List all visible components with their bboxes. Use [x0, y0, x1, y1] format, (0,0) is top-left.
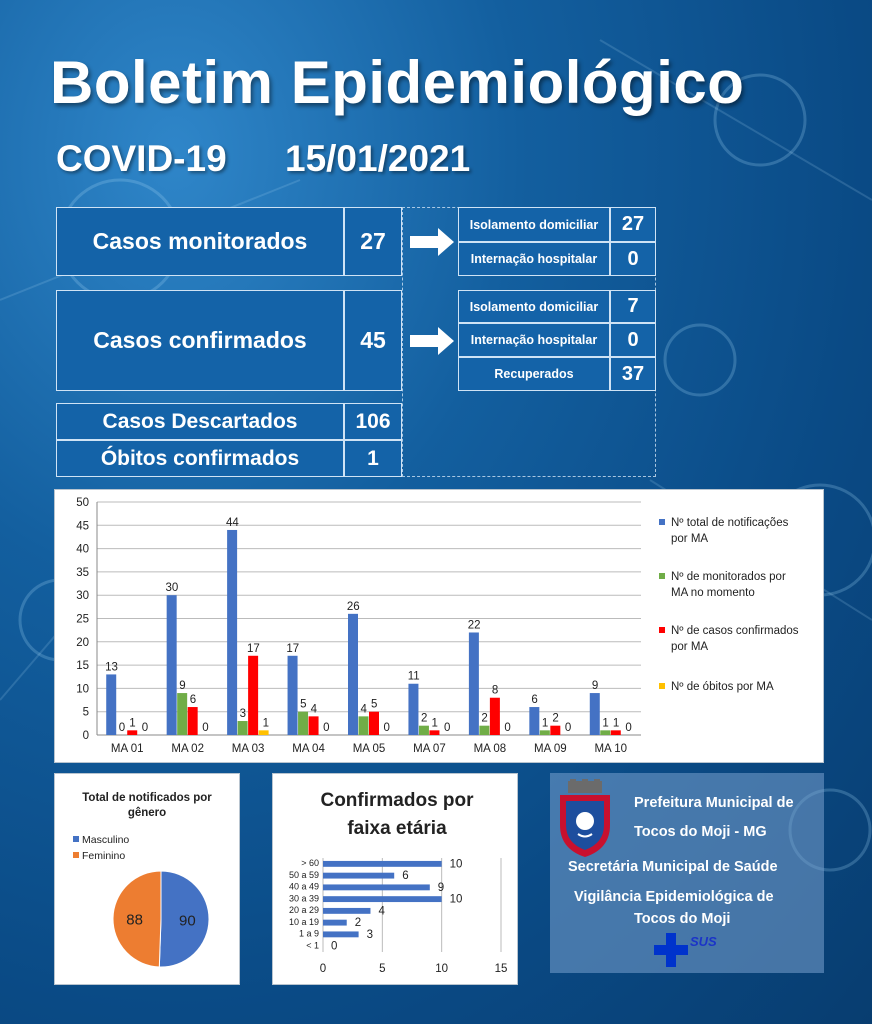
- footer-line-5: Tocos do Moji: [634, 911, 731, 927]
- pie-title: Total de notificados por: [82, 792, 212, 804]
- legend-swatch: [659, 683, 665, 689]
- descartados-label: Casos Descartados: [56, 403, 344, 440]
- confirmados-internacao-value: 0: [610, 323, 656, 357]
- footer-line-1: Prefeitura Municipal de: [634, 795, 794, 811]
- data-label: 0: [383, 722, 390, 734]
- bar: [227, 530, 237, 735]
- y-tick-label: 0: [82, 730, 89, 742]
- y-tick-label: 20: [76, 636, 89, 649]
- bar: [288, 656, 298, 735]
- data-label: 9: [591, 680, 599, 693]
- y-tick-label: 50 a 59: [288, 869, 319, 880]
- y-tick-label: 10 a 19: [288, 916, 319, 927]
- arrow-right-icon: [410, 327, 455, 355]
- legend-entry: Nº de monitorados por MA no momento: [671, 571, 786, 599]
- y-tick-label: 20 a 29: [288, 905, 319, 916]
- confirmados-internacao-label: Internação hospitalar: [458, 323, 610, 357]
- bar: [177, 693, 187, 735]
- bar: [323, 896, 442, 902]
- confirmados-isolamento-label: Isolamento domiciliar: [458, 290, 610, 323]
- bar: [106, 674, 116, 735]
- data-label: 10: [449, 858, 463, 871]
- data-label: 22: [467, 619, 481, 632]
- page-title: Boletim Epidemiológico: [50, 49, 745, 116]
- data-label: 5: [371, 698, 378, 711]
- bar: [323, 861, 442, 867]
- footer-line-2: Tocos do Moji - MG: [634, 824, 767, 840]
- legend-entry: Nº de casos confirmados por MA: [671, 625, 799, 653]
- data-label: 44: [225, 516, 239, 529]
- legend-entry: Nº de óbitos por MA: [671, 681, 774, 693]
- sus-label: SUS: [690, 934, 717, 949]
- x-tick-label: 15: [494, 963, 508, 975]
- bar: [408, 684, 418, 735]
- legend-entry: Masculino: [82, 834, 130, 846]
- data-label: 26: [346, 600, 360, 613]
- y-tick-label: 45: [76, 520, 89, 533]
- data-label: 9: [437, 881, 445, 894]
- data-label: 0: [331, 940, 338, 953]
- y-tick-label: < 1: [306, 940, 319, 951]
- data-label: 9: [179, 680, 186, 693]
- y-tick-label: 50: [76, 497, 89, 509]
- data-label: 1: [602, 717, 609, 730]
- bar: [323, 931, 359, 937]
- x-tick-label: MA 05: [352, 743, 386, 755]
- y-tick-label: 10: [76, 683, 89, 696]
- municipal-crest-icon: [554, 779, 616, 859]
- legend-swatch: [73, 836, 79, 842]
- x-tick-label: 0: [319, 963, 327, 975]
- y-tick-label: 25: [76, 613, 89, 626]
- bar: [429, 730, 439, 735]
- sus-cross-icon: [654, 933, 688, 967]
- data-label: 0: [323, 722, 330, 734]
- data-label: 10: [449, 893, 463, 906]
- bar: [550, 726, 560, 735]
- slice-label: 90: [179, 912, 196, 930]
- monitorados-label: Casos monitorados: [56, 207, 344, 276]
- data-label: 0: [141, 722, 149, 734]
- bar: [359, 716, 369, 735]
- bar: [323, 873, 394, 879]
- y-tick-label: 15: [76, 660, 89, 673]
- data-label: 0: [504, 722, 511, 734]
- bar: [323, 884, 430, 890]
- bar: [600, 730, 610, 735]
- monitorados-isolamento-label: Isolamento domiciliar: [458, 207, 610, 242]
- y-tick-label: > 60: [301, 858, 319, 869]
- bar: [479, 726, 489, 735]
- data-label: 0: [564, 722, 572, 734]
- bar: [490, 698, 500, 735]
- institution-box: [550, 773, 824, 973]
- footer-line-4: Vigilância Epidemiológica de: [574, 889, 774, 905]
- report-date: 15/01/2021: [285, 138, 471, 179]
- data-label: 2: [552, 712, 559, 725]
- bar: [529, 707, 539, 735]
- data-label: 0: [625, 722, 632, 734]
- obitos-value: 1: [344, 440, 402, 477]
- x-tick-label: MA 03: [231, 743, 265, 755]
- y-tick-label: 30 a 39: [288, 893, 319, 904]
- bar: [348, 614, 358, 735]
- confirmados-recuperados-label: Recuperados: [458, 357, 610, 391]
- data-label: 6: [402, 870, 409, 883]
- x-tick-label: MA 04: [292, 743, 325, 755]
- y-tick-label: 5: [82, 706, 89, 719]
- legend-swatch: [659, 573, 665, 579]
- monitorados-value: 27: [344, 207, 402, 276]
- data-label: 2: [481, 712, 488, 725]
- pie-title: gênero: [127, 807, 167, 819]
- age-bar-panel: [272, 773, 518, 985]
- confirmados-isolamento-value: 7: [610, 290, 656, 323]
- hbar-title: Confirmados por: [320, 790, 474, 811]
- bar: [540, 730, 550, 735]
- data-label: 17: [286, 642, 300, 655]
- data-label: 30: [165, 582, 179, 595]
- x-tick-label: 5: [379, 963, 386, 975]
- bar: [238, 721, 248, 735]
- obitos-label: Óbitos confirmados: [56, 440, 344, 477]
- arrow-right-icon: [410, 228, 455, 256]
- data-label: 1: [262, 717, 270, 730]
- bar: [323, 908, 370, 914]
- bar: [188, 707, 198, 735]
- data-label: 3: [239, 708, 247, 721]
- data-label: 0: [118, 722, 126, 734]
- x-tick-label: MA 02: [171, 743, 204, 755]
- bar: [419, 726, 429, 735]
- bar: [167, 595, 177, 735]
- data-label: 4: [310, 703, 318, 716]
- data-label: 4: [360, 703, 367, 716]
- legend-swatch: [659, 627, 665, 633]
- y-tick-label: 1 a 9: [298, 928, 319, 939]
- bar: [323, 920, 347, 926]
- bar: [369, 712, 379, 735]
- x-tick-label: MA 08: [473, 743, 507, 755]
- ma-bar-chart-panel: [54, 489, 824, 763]
- hbar-title: faixa etária: [347, 818, 447, 839]
- bar: [611, 730, 621, 735]
- y-tick-label: 40: [76, 543, 89, 556]
- data-label: 6: [189, 694, 197, 707]
- descartados-value: 106: [344, 403, 402, 440]
- bar: [248, 656, 258, 735]
- y-tick-label: 35: [76, 566, 89, 579]
- data-label: 2: [354, 917, 362, 930]
- bar: [469, 632, 479, 735]
- bar: [309, 716, 319, 735]
- monitorados-internacao-value: 0: [610, 242, 656, 276]
- x-tick-label: MA 09: [534, 743, 567, 755]
- y-tick-label: 40 a 49: [288, 881, 319, 892]
- x-tick-label: MA 10: [594, 743, 628, 755]
- legend-swatch: [73, 852, 79, 858]
- confirmados-recuperados-value: 37: [610, 357, 656, 391]
- data-label: 1: [541, 717, 549, 730]
- data-label: 3: [366, 928, 374, 941]
- data-label: 5: [300, 698, 307, 711]
- data-label: 8: [491, 684, 499, 697]
- data-label: 13: [105, 661, 118, 674]
- legend-swatch: [659, 519, 665, 525]
- data-label: 11: [407, 670, 420, 683]
- confirmados-value: 45: [344, 290, 402, 391]
- bar: [298, 712, 308, 735]
- bar: [590, 693, 600, 735]
- covid-label: COVID-19: [56, 138, 227, 179]
- gender-pie-chart: [55, 774, 239, 984]
- data-label: 6: [531, 694, 538, 707]
- ma-bar-chart: [55, 490, 823, 762]
- data-label: 2: [420, 712, 428, 725]
- x-tick-label: 10: [435, 963, 449, 975]
- x-tick-label: MA 07: [413, 743, 446, 755]
- data-label: 0: [443, 722, 451, 734]
- data-label: 1: [431, 717, 438, 730]
- data-label: 0: [202, 722, 209, 734]
- legend-entry: Feminino: [82, 850, 126, 862]
- footer-line-3: Secretária Municipal de Saúde: [568, 859, 778, 875]
- y-tick-label: 30: [76, 590, 89, 603]
- gender-pie-panel: [54, 773, 240, 985]
- confirmados-label: Casos confirmados: [56, 290, 344, 391]
- data-label: 1: [129, 717, 136, 730]
- legend-entry: Nº total de notificações por MA: [671, 517, 789, 545]
- bar: [127, 730, 137, 735]
- age-bar-chart: [273, 774, 517, 984]
- data-label: 17: [246, 642, 260, 655]
- x-tick-label: MA 01: [110, 743, 144, 755]
- slice-label: 88: [126, 911, 143, 929]
- bar: [259, 730, 269, 735]
- monitorados-isolamento-value: 27: [610, 207, 656, 242]
- monitorados-internacao-label: Internação hospitalar: [458, 242, 610, 276]
- data-label: 1: [612, 717, 620, 730]
- data-label: 4: [378, 905, 385, 918]
